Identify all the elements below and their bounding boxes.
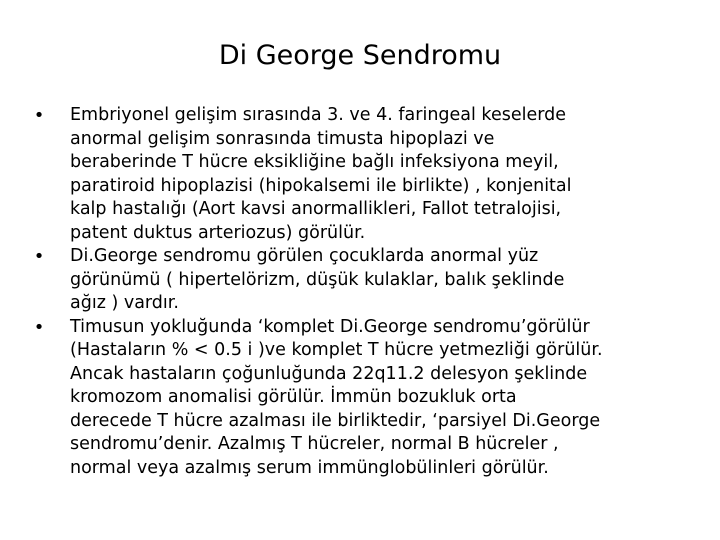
bullet-text-line: patent duktus arteriozus) görülür. (70, 222, 366, 243)
bullet-text-line: Ancak hastaların çoğunluğunda 22q11.2 delesyon şeklinde (70, 363, 588, 384)
bullet-text-line: kromozom anomalisi görülür. İmmün bozukluk orta (70, 387, 517, 407)
bullet-dot-icon: • (33, 316, 45, 338)
bullet-dot-icon: • (33, 105, 45, 126)
bullet-text-line: Di.George sendromu görülen çocuklarda anormal yüz (70, 246, 539, 266)
bullet-text-line: (Hastaların % < 0.5 i )ve komplet T hücre yetmezliği görülür. (70, 340, 603, 360)
bullet-text-line: Timusun yokluğunda ‘komplet Di.George sendromu’görülür (70, 316, 590, 337)
bullet-text-line: anormal gelişim sonrasında timusta hipoplazi ve (70, 128, 495, 149)
bullet-list (32, 104, 712, 480)
bullet-item (32, 316, 712, 481)
bullet-text-line: normal veya azalmış serum immünglobülinleri görülür. (70, 457, 549, 478)
bullet-text-line: kalp hastalığı (Aort kavsi anormallikleri, Fallot tetralojisi, (70, 199, 562, 219)
bullet-text-line: paratiroid hipoplazisi (hipokalsemi ile birlikte) , konjenital (70, 175, 572, 196)
bullet-text (70, 245, 712, 316)
slide-title: Di George Sendromu (218, 40, 502, 71)
bullet-text-line: beraberinde T hücre eksikliğine bağlı infeksiyona meyil, (70, 152, 559, 172)
bullet-text-line: sendromu’denir. Azalmış T hücreler, normal B hücreler , (70, 434, 559, 454)
bullet-text (70, 104, 712, 245)
bullet-text-line: ağız ) vardır. (70, 293, 179, 313)
bullet-text-line: Embriyonel gelişim sırasında 3. ve 4. faringeal keselerde (70, 105, 566, 125)
bullet-text (70, 316, 712, 481)
bullet-dot-icon: • (33, 246, 45, 267)
bullet-item (32, 104, 712, 245)
bullet-text-line: derecede T hücre azalması ile birliktedir, ‘parsiyel Di.George (70, 410, 601, 431)
bullet-text-line: görünümü ( hipertelörizm, düşük kulaklar, balık şeklinde (70, 269, 565, 290)
bullet-item (32, 245, 712, 316)
